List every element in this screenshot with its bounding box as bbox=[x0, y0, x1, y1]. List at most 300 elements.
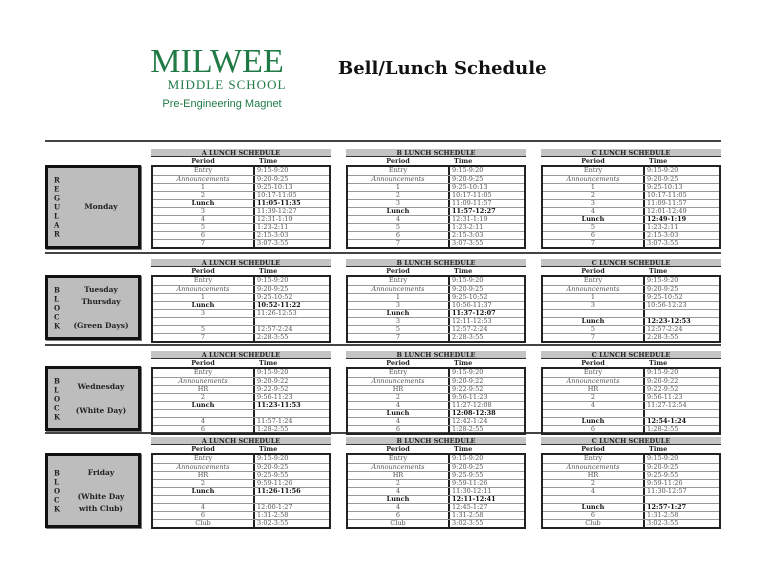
table-row bbox=[348, 325, 524, 333]
period-cell: 3 bbox=[348, 200, 450, 207]
schedule-type-letter: C bbox=[54, 403, 60, 412]
table-header bbox=[346, 157, 526, 165]
period-cell: Lunch bbox=[348, 496, 450, 503]
time-cell: 2:15-3:03 bbox=[257, 231, 289, 239]
table-row bbox=[348, 425, 524, 433]
lunch-schedule-table bbox=[346, 437, 526, 529]
schedule-day-line: Monday bbox=[84, 202, 118, 211]
time-cell: 9:25-9:55 bbox=[452, 471, 484, 479]
table-row bbox=[543, 519, 719, 527]
table-row bbox=[153, 301, 329, 309]
divider bbox=[45, 344, 721, 346]
period-cell: 4 bbox=[348, 504, 450, 511]
time-cell: 9:56-11:23 bbox=[647, 393, 683, 401]
time-cell: 12:54-1:24 bbox=[647, 417, 687, 425]
period-cell: HR bbox=[543, 472, 645, 479]
period-cell: 4 bbox=[348, 418, 450, 425]
table-row bbox=[348, 285, 524, 293]
period-cell: 3 bbox=[153, 208, 255, 215]
schedule-type-label bbox=[45, 453, 141, 528]
table-row bbox=[153, 207, 329, 215]
table-row bbox=[153, 417, 329, 425]
period-cell: 6 bbox=[153, 512, 255, 519]
table-row bbox=[543, 455, 719, 463]
schedule-day-line: (White Day) bbox=[75, 405, 127, 415]
lunch-schedule-title: B LUNCH SCHEDULE bbox=[346, 437, 526, 445]
table-row bbox=[543, 175, 719, 183]
period-cell: Announcements bbox=[348, 464, 450, 471]
table-row bbox=[153, 503, 329, 511]
time-cell: 11:27-12:54 bbox=[647, 401, 687, 409]
schedule-type-letter: A bbox=[54, 220, 60, 230]
lunch-schedule-table bbox=[541, 351, 721, 435]
table-row bbox=[348, 309, 524, 317]
time-cell: 11:37-12:07 bbox=[452, 309, 496, 317]
time-cell: 12:57-1:27 bbox=[647, 503, 687, 511]
table-body bbox=[346, 367, 526, 435]
schedule-type-label bbox=[45, 165, 141, 249]
schedule-type-letter: C bbox=[54, 495, 60, 504]
lunch-schedule-table bbox=[151, 351, 331, 435]
table-header bbox=[346, 359, 526, 367]
time-cell: 9:25-10:13 bbox=[452, 183, 488, 191]
period-cell: 3 bbox=[153, 310, 255, 317]
time-header: Time bbox=[649, 157, 668, 165]
time-cell: 9:56-11:23 bbox=[452, 393, 488, 401]
table-row bbox=[543, 223, 719, 231]
lunch-schedule-table bbox=[346, 351, 526, 435]
period-cell: 4 bbox=[348, 402, 450, 409]
table-row bbox=[153, 277, 329, 285]
time-cell: 12:08-12:38 bbox=[452, 409, 496, 417]
table-row bbox=[153, 183, 329, 191]
table-row bbox=[153, 409, 329, 417]
period-cell: Lunch bbox=[348, 208, 450, 215]
table-header bbox=[151, 267, 331, 275]
time-cell: 2:15-3:03 bbox=[452, 231, 484, 239]
table-row bbox=[348, 369, 524, 377]
time-cell: 3:07-3:55 bbox=[647, 239, 679, 247]
time-header: Time bbox=[259, 267, 278, 275]
time-cell: 9:25-10:52 bbox=[452, 293, 488, 301]
table-row bbox=[543, 199, 719, 207]
period-cell: Announements bbox=[153, 378, 255, 385]
page-title: Bell/Lunch Schedule bbox=[338, 58, 547, 79]
period-header: Period bbox=[386, 445, 410, 453]
table-row bbox=[543, 377, 719, 385]
time-header: Time bbox=[649, 267, 668, 275]
table-body bbox=[541, 367, 721, 435]
time-cell: 2:28-3:55 bbox=[257, 333, 289, 341]
schedule-type-letter: O bbox=[54, 394, 61, 403]
schedule-type-letters bbox=[54, 376, 60, 421]
period-cell: HR bbox=[543, 386, 645, 393]
period-cell: 6 bbox=[543, 232, 645, 239]
period-cell: HR bbox=[153, 386, 255, 393]
divider bbox=[45, 140, 721, 142]
table-body bbox=[346, 275, 526, 343]
schedule-type-letters bbox=[54, 176, 60, 239]
time-cell: 9:15-9:20 bbox=[452, 276, 484, 284]
period-cell: 3 bbox=[543, 302, 645, 309]
table-row bbox=[543, 503, 719, 511]
time-cell: 11:30-12:57 bbox=[647, 487, 687, 495]
time-cell: 2:15-3:03 bbox=[647, 231, 679, 239]
table-row bbox=[153, 495, 329, 503]
table-row bbox=[153, 377, 329, 385]
time-cell: 9:15-9:20 bbox=[452, 166, 484, 174]
table-row bbox=[543, 495, 719, 503]
time-cell: 1:23-2:11 bbox=[647, 223, 679, 231]
time-cell bbox=[645, 496, 719, 503]
schedule-day-line bbox=[66, 393, 136, 405]
logo-name: MILWEE bbox=[150, 43, 284, 80]
time-cell bbox=[645, 410, 719, 417]
schedule-type-label bbox=[45, 275, 141, 340]
period-cell: Announcements bbox=[348, 286, 450, 293]
time-cell: 9:25-10:52 bbox=[257, 293, 293, 301]
table-row bbox=[153, 471, 329, 479]
time-cell: 9:20-9:25 bbox=[647, 285, 679, 293]
period-cell: Announcements bbox=[153, 176, 255, 183]
period-cell: Entry bbox=[153, 277, 255, 285]
time-cell: 9:59-11:26 bbox=[647, 479, 683, 487]
period-cell: 2 bbox=[348, 480, 450, 487]
table-body bbox=[541, 165, 721, 249]
table-row bbox=[543, 333, 719, 341]
period-cell: 1 bbox=[348, 184, 450, 191]
time-cell: 12:31-1:19 bbox=[257, 215, 293, 223]
period-cell: Lunch bbox=[543, 504, 645, 511]
period-cell: 2 bbox=[153, 480, 255, 487]
period-cell: 7 bbox=[543, 240, 645, 247]
table-row bbox=[153, 455, 329, 463]
period-cell: Entry bbox=[543, 277, 645, 285]
table-row bbox=[348, 231, 524, 239]
table-row bbox=[543, 401, 719, 409]
period-cell: Announcements bbox=[543, 176, 645, 183]
table-header bbox=[151, 157, 331, 165]
schedule-type-letter: R bbox=[54, 175, 60, 185]
table-body bbox=[541, 453, 721, 529]
time-cell: 11:09-11:57 bbox=[452, 199, 492, 207]
time-cell: 1:28-2:55 bbox=[452, 425, 484, 433]
time-cell: 1:31-2:58 bbox=[647, 511, 679, 519]
period-cell: Announcements bbox=[153, 286, 255, 293]
table-row bbox=[543, 277, 719, 285]
schedule-type-letter: G bbox=[54, 193, 60, 203]
lunch-schedule-title: C LUNCH SCHEDULE bbox=[541, 351, 721, 359]
time-cell: 12:57-2:24 bbox=[452, 325, 488, 333]
period-cell: 2 bbox=[348, 394, 450, 401]
table-body bbox=[151, 453, 331, 529]
table-row bbox=[153, 293, 329, 301]
schedule-type-letter: L bbox=[54, 294, 59, 303]
lunch-schedule-table bbox=[346, 149, 526, 249]
lunch-schedule-title: A LUNCH SCHEDULE bbox=[151, 259, 331, 267]
table-row bbox=[348, 223, 524, 231]
time-cell: 11:30-12:11 bbox=[452, 487, 492, 495]
table-header bbox=[541, 267, 721, 275]
time-cell: 9:20-9:25 bbox=[647, 463, 679, 471]
schedule-type-letter: B bbox=[54, 376, 60, 385]
time-cell: 9:20-9:22 bbox=[257, 377, 289, 385]
time-cell: 9:59-11:26 bbox=[452, 479, 488, 487]
period-cell: 2 bbox=[348, 192, 450, 199]
lunch-schedule-table bbox=[151, 149, 331, 249]
time-cell bbox=[255, 410, 329, 417]
time-header: Time bbox=[454, 267, 473, 275]
time-cell bbox=[255, 318, 329, 325]
lunch-schedule-title: B LUNCH SCHEDULE bbox=[346, 351, 526, 359]
period-cell: 5 bbox=[543, 224, 645, 231]
schedule-type-label bbox=[45, 366, 141, 431]
time-cell: 12:45-1:27 bbox=[452, 503, 488, 511]
schedule-type-letter: B bbox=[54, 285, 60, 294]
time-cell: 10:56-12:23 bbox=[647, 301, 687, 309]
table-row bbox=[348, 487, 524, 495]
time-cell: 10:17-11:05 bbox=[257, 191, 297, 199]
lunch-schedule-title: C LUNCH SCHEDULE bbox=[541, 437, 721, 445]
time-cell: 3:02-3:55 bbox=[452, 519, 484, 527]
period-cell: Lunch bbox=[348, 310, 450, 317]
period-header: Period bbox=[581, 157, 605, 165]
table-row bbox=[153, 463, 329, 471]
table-row bbox=[153, 519, 329, 527]
schedule-days bbox=[66, 467, 136, 515]
period-cell: Entry bbox=[543, 369, 645, 377]
period-cell: Lunch bbox=[153, 200, 255, 207]
schedule-days bbox=[66, 284, 136, 332]
period-cell: 7 bbox=[153, 240, 255, 247]
time-cell bbox=[645, 310, 719, 317]
period-cell: 4 bbox=[153, 504, 255, 511]
schedule-type-letter: K bbox=[54, 412, 61, 421]
table-row bbox=[543, 207, 719, 215]
schedule-day-line: Wednesday bbox=[77, 381, 125, 391]
period-cell bbox=[543, 410, 645, 417]
period-cell: 6 bbox=[153, 232, 255, 239]
schedule-type-letter: E bbox=[54, 184, 60, 194]
table-row bbox=[348, 277, 524, 285]
table-row bbox=[153, 309, 329, 317]
table-row bbox=[543, 293, 719, 301]
table-row bbox=[543, 479, 719, 487]
time-cell: 11:09-11:57 bbox=[647, 199, 687, 207]
period-cell: Entry bbox=[348, 455, 450, 463]
table-row bbox=[348, 519, 524, 527]
school-logo bbox=[132, 43, 302, 110]
table-row bbox=[153, 317, 329, 325]
time-cell: 2:28-3:55 bbox=[647, 333, 679, 341]
time-cell: 12:57-2:24 bbox=[647, 325, 683, 333]
table-row bbox=[348, 417, 524, 425]
schedule-type-letters bbox=[54, 285, 60, 330]
period-cell: Announcements bbox=[543, 286, 645, 293]
period-cell: Lunch bbox=[153, 402, 255, 409]
period-header: Period bbox=[581, 267, 605, 275]
table-row bbox=[348, 479, 524, 487]
lunch-schedule-title: A LUNCH SCHEDULE bbox=[151, 351, 331, 359]
lunch-schedule-title: C LUNCH SCHEDULE bbox=[541, 259, 721, 267]
table-row bbox=[543, 317, 719, 325]
schedule-day-line bbox=[66, 308, 136, 320]
time-cell: 9:15-9:20 bbox=[257, 454, 289, 462]
period-cell: 4 bbox=[348, 488, 450, 495]
time-cell: 2:28-3:55 bbox=[452, 333, 484, 341]
schedule-type-letter: L bbox=[54, 477, 59, 486]
table-header bbox=[541, 445, 721, 453]
time-cell: 9:25-10:52 bbox=[647, 293, 683, 301]
table-row bbox=[153, 199, 329, 207]
time-cell: 9:20-9:25 bbox=[257, 463, 289, 471]
period-cell: 5 bbox=[153, 326, 255, 333]
time-cell: 9:25-10:13 bbox=[257, 183, 293, 191]
table-row bbox=[348, 239, 524, 247]
table-row bbox=[348, 293, 524, 301]
table-row bbox=[348, 409, 524, 417]
period-cell: 2 bbox=[153, 394, 255, 401]
table-row bbox=[153, 369, 329, 377]
schedule-day-line: (Green Days) bbox=[73, 320, 129, 330]
period-cell bbox=[153, 318, 255, 325]
table-row bbox=[153, 175, 329, 183]
table-row bbox=[348, 301, 524, 309]
period-cell: Club bbox=[543, 520, 645, 527]
table-row bbox=[153, 285, 329, 293]
period-cell: 6 bbox=[153, 426, 255, 433]
table-body bbox=[346, 453, 526, 529]
time-cell: 9:15-9:20 bbox=[257, 166, 289, 174]
table-header bbox=[541, 359, 721, 367]
table-row bbox=[348, 463, 524, 471]
table-row bbox=[543, 409, 719, 417]
table-row bbox=[543, 463, 719, 471]
period-cell: 6 bbox=[348, 512, 450, 519]
table-row bbox=[153, 239, 329, 247]
period-header: Period bbox=[581, 359, 605, 367]
lunch-schedule-table bbox=[346, 259, 526, 343]
schedule-type-letter: K bbox=[54, 504, 61, 513]
table-body bbox=[151, 367, 331, 435]
table-row bbox=[153, 167, 329, 175]
table-row bbox=[348, 401, 524, 409]
table-header bbox=[346, 445, 526, 453]
table-row bbox=[348, 215, 524, 223]
time-cell: 9:15-9:20 bbox=[647, 276, 679, 284]
period-cell: 5 bbox=[348, 224, 450, 231]
period-cell: Announcements bbox=[543, 378, 645, 385]
time-cell: 10:52-11:22 bbox=[257, 301, 301, 309]
table-row bbox=[153, 231, 329, 239]
time-cell: 1:23-2:11 bbox=[257, 223, 289, 231]
period-cell: Lunch bbox=[543, 418, 645, 425]
time-cell: 11:57-1:24 bbox=[257, 417, 293, 425]
period-cell: Entry bbox=[153, 369, 255, 377]
period-cell: Entry bbox=[153, 455, 255, 463]
period-header: Period bbox=[191, 157, 215, 165]
time-header: Time bbox=[454, 445, 473, 453]
period-cell: 4 bbox=[348, 216, 450, 223]
table-row bbox=[153, 479, 329, 487]
time-cell: 9:20-9:22 bbox=[647, 377, 679, 385]
time-cell: 1:28-2:55 bbox=[257, 425, 289, 433]
time-cell: 11:39-12:27 bbox=[257, 207, 297, 215]
period-cell: Announcements bbox=[543, 464, 645, 471]
table-row bbox=[153, 333, 329, 341]
period-cell bbox=[543, 310, 645, 317]
schedule-day-line: Thursday bbox=[81, 296, 121, 306]
time-cell: 1:31-2:58 bbox=[257, 511, 289, 519]
schedule-type-letter: O bbox=[54, 486, 61, 495]
table-row bbox=[348, 317, 524, 325]
schedule-type-letter: U bbox=[54, 202, 61, 212]
period-cell bbox=[153, 410, 255, 417]
schedule-days bbox=[66, 201, 136, 213]
schedule-day-line: (White Day bbox=[77, 491, 125, 501]
table-header bbox=[151, 359, 331, 367]
time-cell: 12:11-12:41 bbox=[452, 495, 496, 503]
period-cell: Announcements bbox=[348, 378, 450, 385]
divider bbox=[45, 252, 721, 254]
table-row bbox=[348, 495, 524, 503]
time-cell bbox=[255, 496, 329, 503]
lunch-schedule-title: B LUNCH SCHEDULE bbox=[346, 259, 526, 267]
table-row bbox=[348, 167, 524, 175]
period-cell: HR bbox=[348, 386, 450, 393]
table-row bbox=[543, 183, 719, 191]
table-row bbox=[348, 393, 524, 401]
schedule-day-line: Tuesday bbox=[84, 284, 118, 294]
table-row bbox=[348, 175, 524, 183]
time-cell: 11:05-11:35 bbox=[257, 199, 301, 207]
period-cell: 2 bbox=[543, 480, 645, 487]
period-cell: 3 bbox=[543, 200, 645, 207]
time-header: Time bbox=[259, 445, 278, 453]
table-row bbox=[543, 393, 719, 401]
period-cell: 6 bbox=[543, 426, 645, 433]
time-cell: 9:20-9:25 bbox=[257, 175, 289, 183]
table-row bbox=[543, 385, 719, 393]
table-row bbox=[348, 183, 524, 191]
schedule-type-letter: C bbox=[54, 312, 60, 321]
period-header: Period bbox=[191, 267, 215, 275]
period-cell: 7 bbox=[543, 334, 645, 341]
schedule-type-letters bbox=[54, 468, 60, 513]
period-cell: Entry bbox=[543, 167, 645, 175]
time-header: Time bbox=[649, 445, 668, 453]
time-cell: 11:27-12:08 bbox=[452, 401, 492, 409]
period-header: Period bbox=[386, 267, 410, 275]
schedule-type-letter: B bbox=[54, 468, 60, 477]
period-cell: 1 bbox=[153, 184, 255, 191]
table-row bbox=[153, 401, 329, 409]
table-row bbox=[153, 511, 329, 519]
time-header: Time bbox=[454, 359, 473, 367]
time-cell: 10:56-11:37 bbox=[452, 301, 492, 309]
table-row bbox=[348, 377, 524, 385]
table-row bbox=[543, 191, 719, 199]
lunch-schedule-title: A LUNCH SCHEDULE bbox=[151, 437, 331, 445]
table-row bbox=[348, 503, 524, 511]
time-cell: 12:57-2:24 bbox=[257, 325, 293, 333]
time-header: Time bbox=[259, 359, 278, 367]
table-row bbox=[153, 487, 329, 495]
period-cell: Lunch bbox=[153, 488, 255, 495]
period-cell: 6 bbox=[348, 232, 450, 239]
table-row bbox=[153, 215, 329, 223]
lunch-schedule-table bbox=[151, 259, 331, 343]
